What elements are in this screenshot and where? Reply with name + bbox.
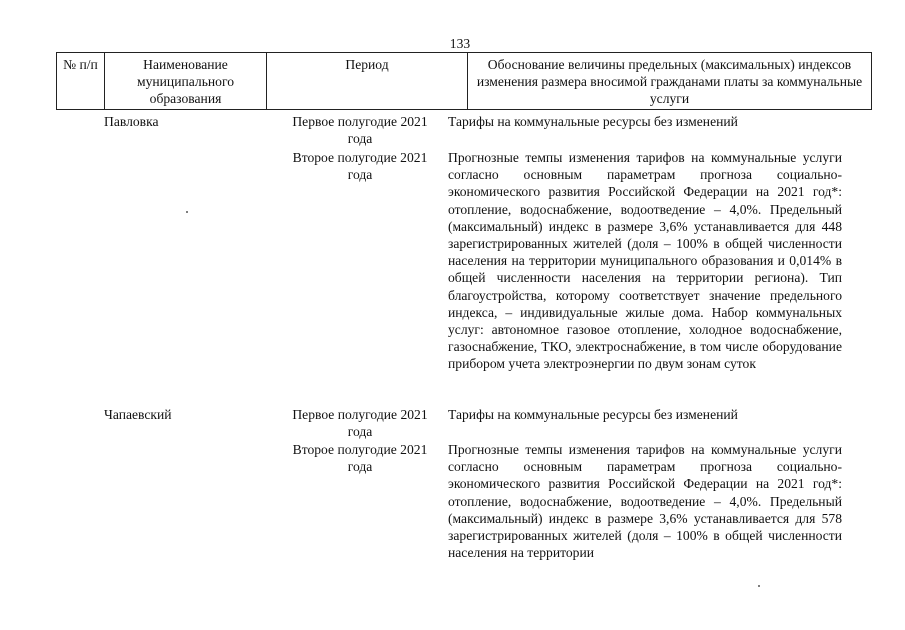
page-number: 133 <box>449 36 471 51</box>
reason-second-half: Прогнозные темпы изменения тарифов на коммунальные услуги согласно основным параметрам прогноза социально-экономического развития Российской Федерации на 2021 год*: отопление, водоснабжение, водоотведение – 4,0%. Предельный (максимальный) индекс в размере 3,6% устанавливается для 448 зарегистрированных жителей (доля – 100% в общей численности населения на территории муниципального образования и 0,014% в общей численности населения на территории региона). Тип благоустройства, которому соответствует значение предельного индекса, – индивидуальные жилые дома. Набор коммунальных услуг: автономное газовое отопление, холодное водоснабжение, газоснабжение, ТКО, электроснабжение, в том числе оборудование прибором учета электроэнергии по двум зонам суток <box>448 150 842 372</box>
reason-first-half: Тарифы на коммунальные ресурсы без изменений <box>448 407 738 422</box>
header-period: Период <box>267 53 468 110</box>
municipality-name: Павловка <box>104 114 159 129</box>
period-second-half: Второе полугодие 2021 года <box>292 442 428 475</box>
table-header <box>56 52 872 110</box>
period-first-half: Первое полугодие 2021 года <box>292 407 428 440</box>
municipality-name: Чапаевский <box>104 407 172 422</box>
reason-second-half: Прогнозные темпы изменения тарифов на коммунальные услуги согласно основным параметрам прогноза социально-экономического развития Российской Федерации на 2021 год*: отопление, водоснабжение, водоотведение – 4,0%. Предельный (максимальный) индекс в размере 3,6% устанавливается для 578 зарегистрированных жителей (доля – 100% в общей численности населения на территории <box>448 442 842 561</box>
scan-speck <box>186 211 188 213</box>
scan-speck <box>758 585 760 587</box>
period-first-half: Первое полугодие 2021 года <box>292 114 428 147</box>
header-num: № п/п <box>57 53 105 110</box>
header-reason: Обоснование величины предельных (максимальных) индексов изменения размера вносимой гражданами платы за коммунальные услуги <box>468 53 872 110</box>
period-second-half: Второе полугодие 2021 года <box>292 150 428 183</box>
reason-first-half: Тарифы на коммунальные ресурсы без изменений <box>448 114 738 129</box>
header-name: Наименование муниципального образования <box>105 53 267 110</box>
